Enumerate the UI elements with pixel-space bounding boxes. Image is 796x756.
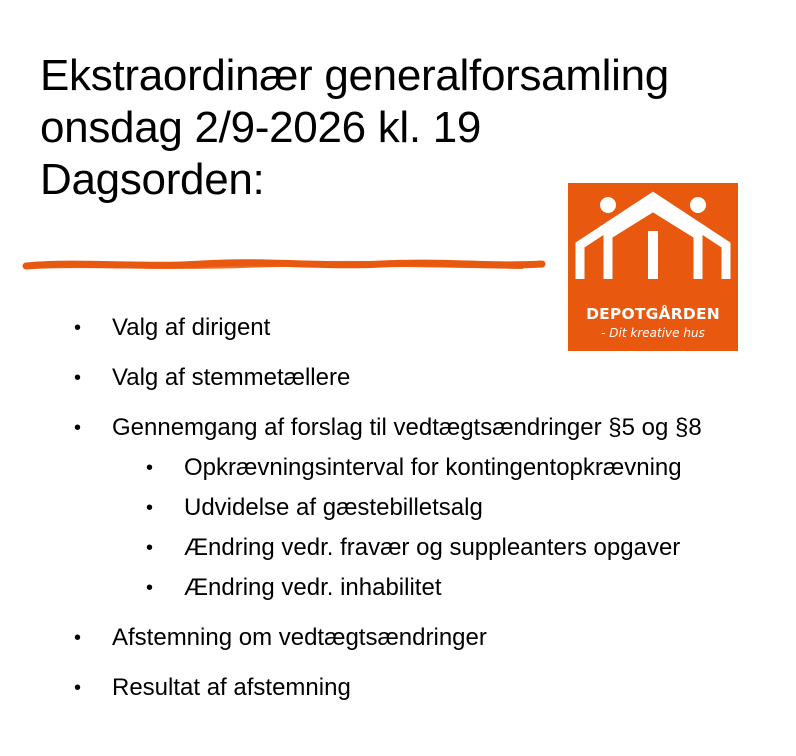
agenda-subitem-label: Udvidelse af gæstebilletsalg [184, 494, 483, 521]
agenda-item [0, 622, 702, 654]
agenda-subitem-label: Ændring vedr. inhabilitet [184, 574, 442, 601]
agenda-item [0, 362, 702, 394]
agenda-item [0, 672, 702, 704]
agenda-subitem [0, 492, 702, 524]
bullet-icon: • [74, 677, 82, 699]
agenda-subitem [0, 452, 702, 484]
title-line-1: Ekstraordinær generalforsamling [40, 51, 669, 100]
logo-tagline: - Dit kreative hus [601, 326, 705, 340]
logo-name: DEPOTGÅRDEN [586, 305, 720, 323]
title-line-2: onsdag 2/9-2026 kl. 19 [40, 103, 482, 152]
agenda-subitem-label: Ændring vedr. fravær og suppleanters opgaver [184, 534, 681, 561]
agenda-list [0, 312, 702, 704]
agenda-item [0, 312, 702, 344]
brush-stroke-divider [22, 255, 546, 275]
agenda-item-label: Resultat af afstemning [112, 674, 351, 701]
agenda-item-label: Valg af stemmetællere [112, 364, 351, 391]
bullet-icon: • [74, 627, 82, 649]
agenda-subitem [0, 532, 702, 564]
agenda-subitem-label: Opkrævningsinterval for kontingentopkrævning [184, 454, 682, 481]
bullet-icon: • [146, 537, 154, 559]
agenda-item-label: Gennemgang af forslag til vedtægtsændringer §5 og §8 [112, 414, 702, 441]
bullet-icon: • [74, 317, 82, 339]
bullet-icon: • [74, 367, 82, 389]
bullet-icon: • [146, 577, 154, 599]
bullet-icon: • [74, 417, 82, 439]
agenda-subitem [0, 572, 702, 604]
agenda-item [0, 412, 702, 444]
agenda-item-label: Afstemning om vedtægtsændringer [112, 624, 487, 651]
agenda-item-label: Valg af dirigent [112, 314, 271, 341]
bullet-icon: • [146, 457, 154, 479]
bullet-icon: • [146, 497, 154, 519]
title-line-3: Dagsorden: [40, 155, 265, 204]
